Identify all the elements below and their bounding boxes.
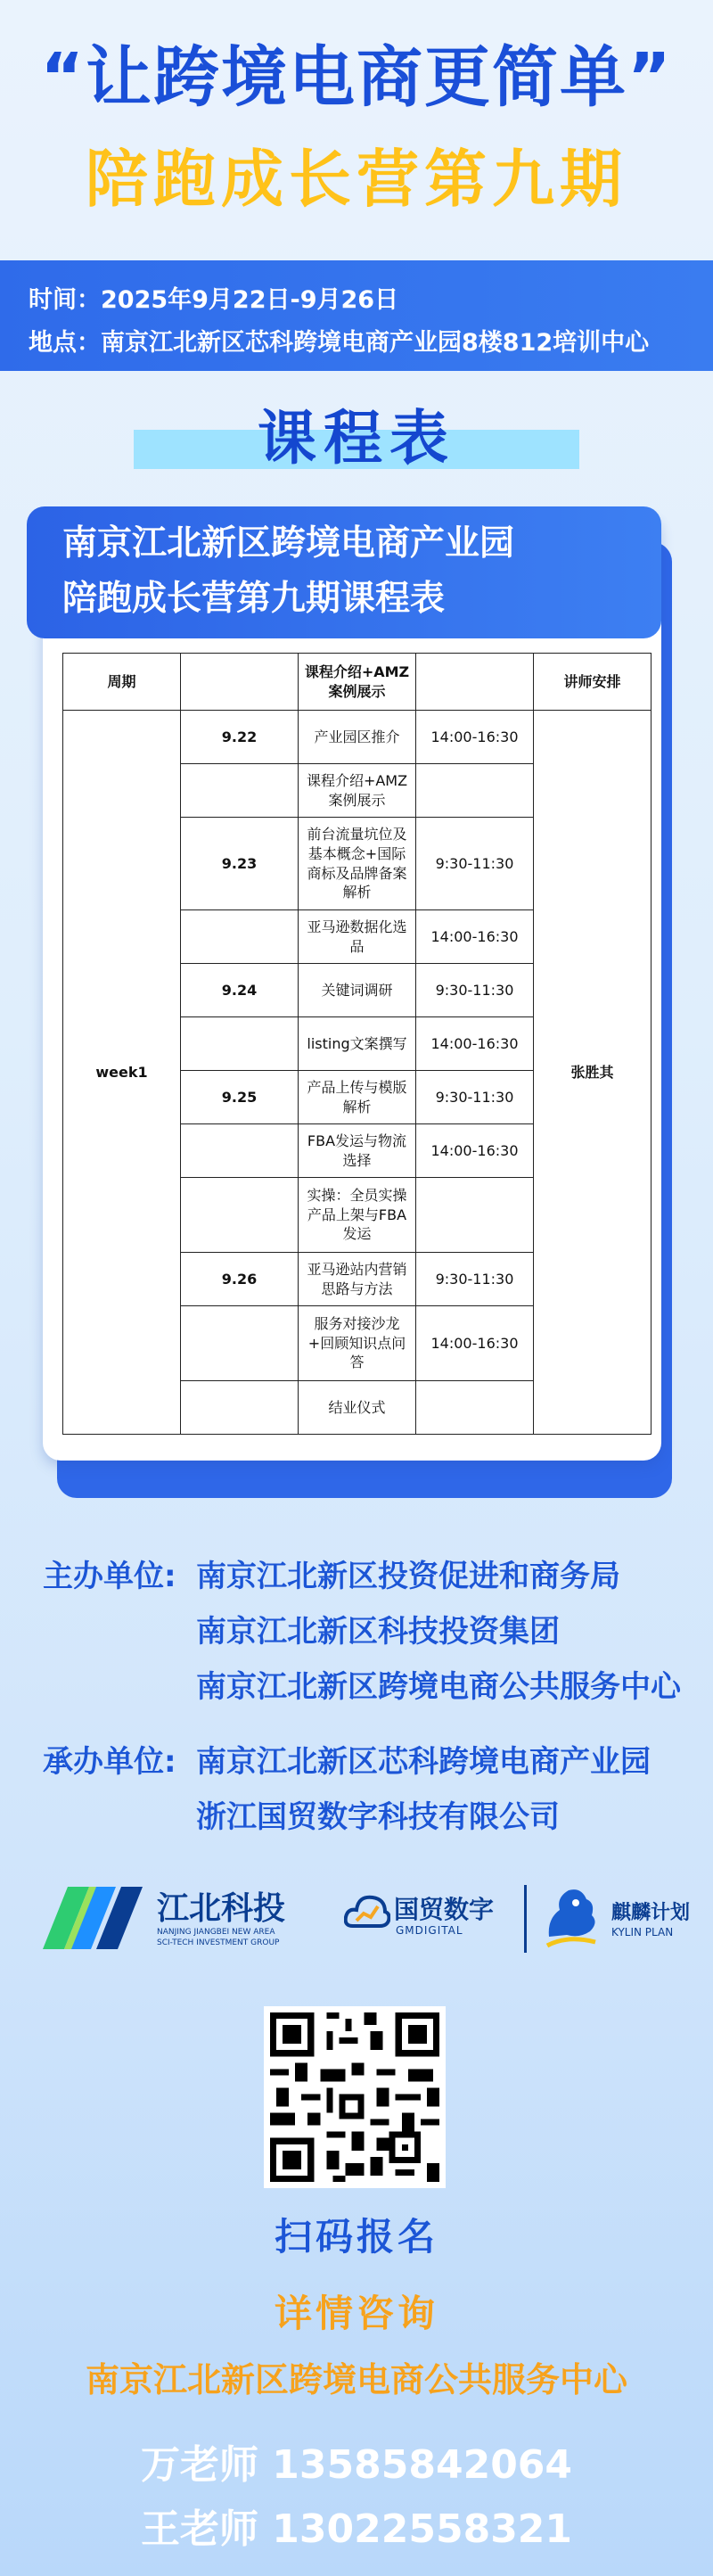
host-label: 主办单位: [43,1559,176,1594]
time-cell: 14:00-16:30 [416,1124,534,1178]
date-cell: 9.22 [181,711,299,764]
host-org: 南京江北新区跨境电商公共服务中心 [196,1669,681,1705]
undertake-org: 浙江国贸数字科技有限公司 [196,1799,560,1835]
course-cell: 服务对接沙龙+回顾知识点问答 [299,1306,416,1381]
logo-divider [524,1885,527,1953]
header-date [181,654,299,711]
time-cell: 9:30-11:30 [416,1071,534,1124]
table-header-row [63,654,652,711]
gm-sub: GMDIGITAL [396,1924,463,1937]
kylin-sub: KYLIN PLAN [611,1926,674,1938]
cloud-chart-icon [344,1890,390,1931]
schedule-table [62,653,652,1435]
header-time [416,654,534,711]
qr-code[interactable] [264,2006,446,2188]
course-cell: 课程介绍+AMZ案例展示 [299,764,416,818]
poster-title: “让跨境电商更简单” [40,39,673,116]
event-time: 时间：2025年9月22日-9月26日 [29,286,399,314]
jiangbei-name: 江北科投 [157,1890,286,1927]
date-cell: 9.23 [181,818,299,910]
time-cell: 14:00-16:30 [416,910,534,964]
contact-1: 万老师 13585842064 [140,2442,573,2488]
course-cell: FBA发运与物流选择 [299,1124,416,1178]
time-cell: 14:00-16:30 [416,1017,534,1071]
course-cell: 亚马逊数据化选品 [299,910,416,964]
course-cell: 产品上传与模版解析 [299,1071,416,1124]
time-cell [416,1381,534,1435]
service-center: 南京江北新区跨境电商公共服务中心 [85,2360,627,2399]
host-org: 南京江北新区科技投资集团 [196,1614,560,1650]
jiangbei-logo-icon [43,1878,153,1951]
jiangbei-sub2: SCI-TECH INVESTMENT GROUP [157,1938,280,1947]
qr-code-icon [264,2006,446,2188]
teacher-cell: 张胜其 [534,711,652,1435]
kylin-logo [540,1883,701,1956]
header-teacher: 讲师安排 [534,654,652,711]
time-cell [416,764,534,818]
table-row [63,711,652,764]
scan-to-register: 扫码报名 [274,2215,438,2259]
schedule-heading: 课程表 [258,404,455,473]
time-cell [416,1178,534,1253]
date-cell [181,1017,299,1071]
consult-heading: 详情咨询 [274,2292,438,2335]
jiangbei-sub1: NANJING JIANGBEI NEW AREA [157,1928,275,1937]
course-cell: 产业园区推介 [299,711,416,764]
course-cell: 关键词调研 [299,964,416,1017]
card-title-line2: 陪跑成长营第九期课程表 [62,579,446,619]
time-cell: 14:00-16:30 [416,711,534,764]
host-org: 南京江北新区投资促进和商务局 [196,1559,620,1594]
time-cell: 9:30-11:30 [416,1253,534,1306]
course-cell: 亚马逊站内营销思路与方法 [299,1253,416,1306]
poster-subtitle: 陪跑成长营第九期 [86,143,627,216]
course-cell: listing文案撰写 [299,1017,416,1071]
event-location: 地点：南京江北新区芯科跨境电商产业园8楼812培训中心 [29,329,650,357]
kylin-name: 麒麟计划 [611,1902,691,1924]
date-cell [181,1306,299,1381]
undertake-org: 南京江北新区芯科跨境电商产业园 [196,1744,651,1780]
course-cell: 实操：全员实操产品上架与FBA发运 [299,1178,416,1253]
info-bar [0,260,713,371]
undertake-label: 承办单位: [43,1744,176,1780]
jiangbei-logo [43,1878,292,1956]
time-cell: 14:00-16:30 [416,1306,534,1381]
date-cell [181,1124,299,1178]
date-cell: 9.24 [181,964,299,1017]
card-title-line1: 南京江北新区跨境电商产业园 [62,523,515,564]
gmdigital-logo [344,1890,522,1953]
week-cell: week1 [63,711,181,1435]
course-cell: 结业仪式 [299,1381,416,1435]
contact-2: 王老师 13022558321 [140,2506,573,2552]
header-course: 课程介绍+AMZ案例展示 [299,654,416,711]
date-cell [181,1381,299,1435]
date-cell: 9.25 [181,1071,299,1124]
time-cell: 9:30-11:30 [416,964,534,1017]
date-cell [181,910,299,964]
time-cell: 9:30-11:30 [416,818,534,910]
date-cell: 9.26 [181,1253,299,1306]
header-week: 周期 [63,654,181,711]
course-cell: 前台流量坑位及基本概念+国际商标及品牌备案解析 [299,818,416,910]
gm-name: 国贸数字 [394,1895,495,1924]
date-cell [181,764,299,818]
date-cell [181,1178,299,1253]
kylin-dragon-icon [540,1883,602,1953]
